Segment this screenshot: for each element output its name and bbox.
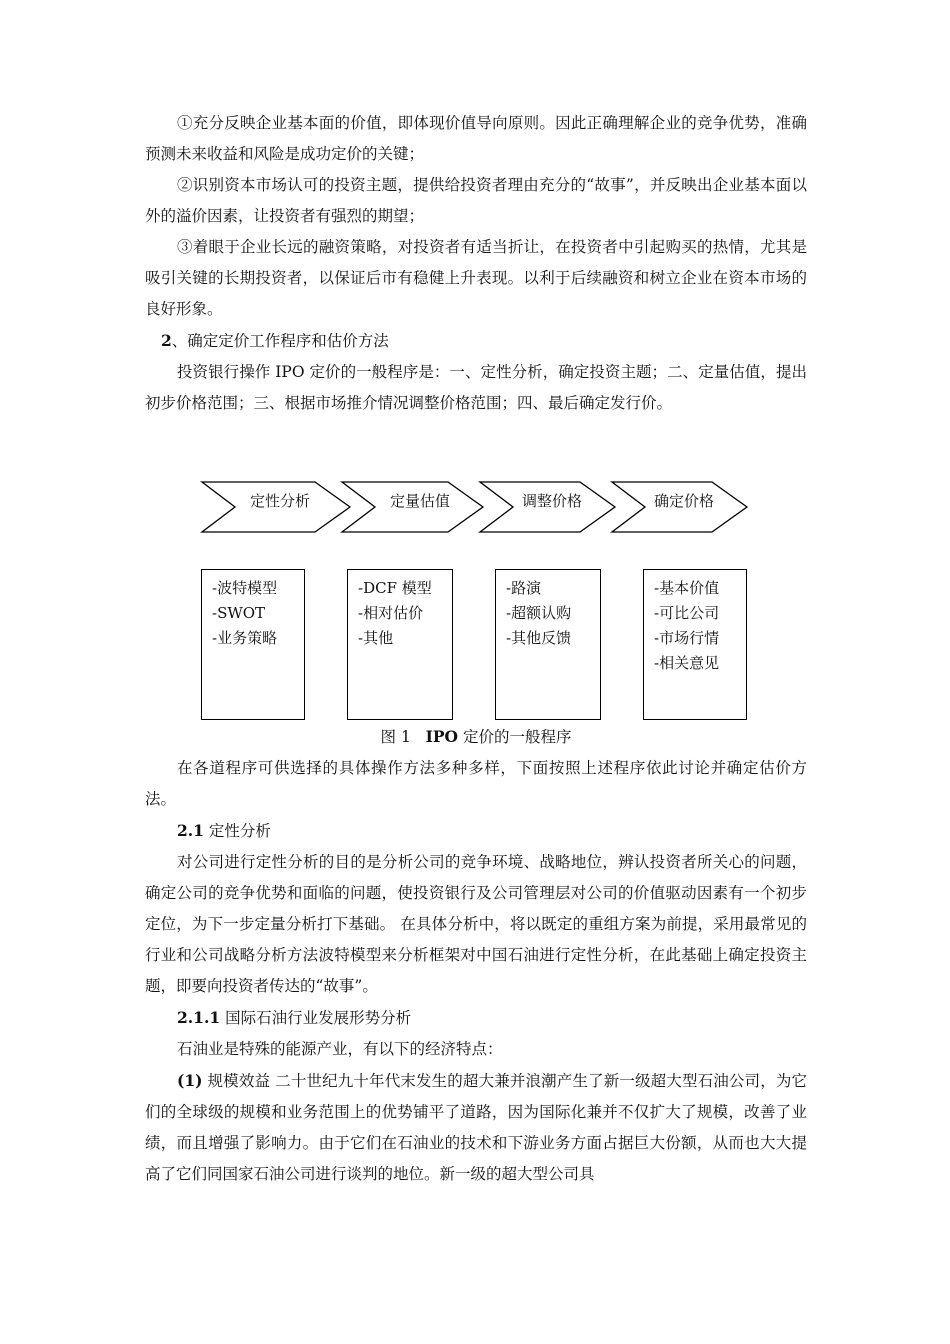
- section-2-1-heading: 2.1 定性分析: [177, 821, 271, 840]
- stage-label-2: 定量估值: [389, 492, 450, 510]
- method-box-2: -DCF 模型 -相对估价 -其他: [347, 569, 453, 720]
- ipo-process-figure: [145, 431, 807, 721]
- paragraph-procedure: 投资银行操作 IPO 定价的一般程序是：一、定性分析，确定投资主题；二、定量估值，提出初步价格范围；三、根据市场推介情况调整价格范围；四、最后确定发行价。: [145, 363, 807, 412]
- paragraph-principle-3: ③着眼于企业长远的融资策略，对投资者有适当折让，在投资者中引起购买的热情，尤其是吸引关键的长期投资者，以保证后市有稳健上升表现。以利于后续融资和树立企业在资本市场的良好形象。: [145, 238, 807, 318]
- paragraph-qualitative: 对公司进行定性分析的目的是分析公司的竞争环境、战略地位，辨认投资者所关心的问题，确定公司的竞争优势和面临的问题，使投资银行及公司管理层对公司的价值驱动因素有一个初步定位，为下一步定量分析打下基础。 在具体分析中，将以既定的重组方案为前提，采用最常见的行业和公司战略分析方法波特模型来分析框架对中国石油进行定性分析，在此基础上确定投资主题，即要向投资者传达的“故事”。: [145, 853, 807, 995]
- paragraph-principle-2: ②识别资本市场认可的投资主题，提供给投资者理由充分的“故事”，并反映出企业基本面以外的溢价因素，让投资者有强烈的期望；: [145, 176, 807, 225]
- stage-label-4: 确定价格: [653, 492, 714, 510]
- method-box-1: -波特模型 -SWOT -业务策略: [201, 569, 305, 720]
- method-box-3: -路演 -超额认购 -其他反馈: [495, 569, 601, 720]
- stage-label-1: 定性分析: [249, 492, 310, 510]
- stage-label-3: 调整价格: [521, 492, 582, 510]
- paragraph-point-1: (1) 规模效益 二十世纪九十年代末发生的超大兼并浪潮产生了新一级超大型石油公司，为它们的全球级的规模和业务范围上的优势铺平了道路，因为国际化兼并不仅扩大了规模，改善了业绩，而且增强了影响力。由于它们在石油业的技术和下游业务方面占据巨大份额，从而也大大提高了它们同国家石油公司进行谈判的地位。新一级的超大型公司具: [145, 1071, 807, 1183]
- paragraph-oil-industry: 石油业是特殊的能源产业，有以下的经济特点：: [177, 1040, 503, 1058]
- method-box-4: -基本价值 -可比公司 -市场行情 -相关意见: [643, 569, 747, 720]
- paragraph-after-figure: 在各道程序可供选择的具体操作方法多种多样，下面按照上述程序依此讨论并确定估价方法。: [145, 759, 807, 808]
- document-page: [145, 108, 807, 1190]
- paragraph-principle-1: ①充分反映企业基本面的价值，即体现价值导向原则。因此正确理解企业的竞争优势，准确预测未来收益和风险是成功定价的关键；: [145, 114, 807, 163]
- section-2-heading: 2、确定定价工作程序和估价方法: [161, 331, 389, 350]
- figure-caption: 图 1 IPO 定价的一般程序: [380, 727, 572, 746]
- section-2-1-1-heading: 2.1.1 国际石油行业发展形势分析: [177, 1008, 412, 1027]
